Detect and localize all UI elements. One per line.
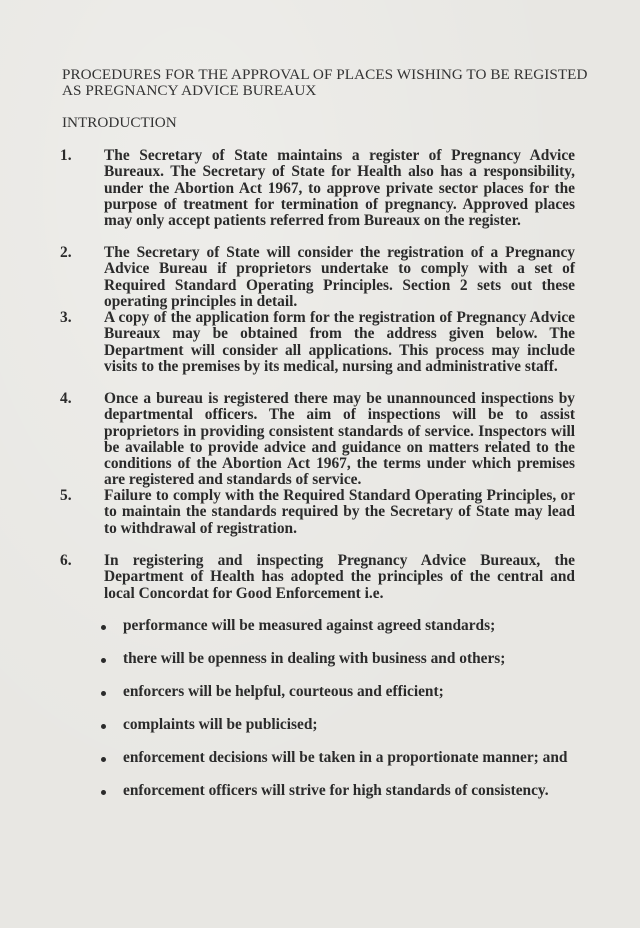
bullet-icon xyxy=(101,790,106,795)
list-item xyxy=(0,650,640,670)
list-item xyxy=(0,683,640,703)
list-item xyxy=(0,716,640,736)
paragraph-number: 6. xyxy=(60,552,72,569)
bullet-text: enforcement officers will strive for high standards of consistency. xyxy=(123,782,549,799)
bullet-icon xyxy=(101,691,106,696)
bullet-icon xyxy=(101,658,106,663)
paragraph-number: 2. xyxy=(60,244,72,261)
bullet-icon xyxy=(101,757,106,762)
bullet-text: enforcement decisions will be taken in a proportionate manner; and xyxy=(123,749,568,766)
paragraph-text: Failure to comply with the Required Standard Operating Principles, or to maintain the standards required by the Secretary of State may lead to withdrawal of registration. xyxy=(104,487,575,537)
list-item xyxy=(0,749,640,769)
paragraph-text: In registering and inspecting Pregnancy Advice Bureaux, the Department of Health has adopted the principles of the central and local Concordat for Good Enforcement i.e. xyxy=(104,552,575,602)
paragraph-number: 4. xyxy=(60,390,72,407)
bullet-text: there will be openness in dealing with business and others; xyxy=(123,650,506,667)
paragraph-number: 5. xyxy=(60,487,72,504)
bullet-text: performance will be measured against agreed standards; xyxy=(123,617,496,634)
paragraph-number: 1. xyxy=(60,147,72,164)
bullet-text: complaints will be publicised; xyxy=(123,716,318,733)
bullet-icon xyxy=(101,724,106,729)
bullet-text: enforcers will be helpful, courteous and efficient; xyxy=(123,683,444,700)
paragraph-text: The Secretary of State maintains a register of Pregnancy Advice Bureaux. The Secretary of State for Health also has a responsibility, under the Abortion Act 1967, to approve private sector places for the purpose of treatment for termination of pregnancy. Approved places may only accept patients referred from Bureaux on the register. xyxy=(104,147,575,230)
paragraph-text: The Secretary of State will consider the registration of a Pregnancy Advice Bureau if proprietors undertake to comply with a set of Required Standard Operating Principles. Section 2 sets out these operating principles in detail. xyxy=(104,244,575,310)
list-item xyxy=(0,782,640,802)
bullet-icon xyxy=(101,625,106,630)
document-title: PROCEDURES FOR THE APPROVAL OF PLACES WISHING TO BE REGISTED AS PREGNANCY ADVICE BUREAUX xyxy=(62,66,588,99)
paragraph-text: A copy of the application form for the registration of Pregnancy Advice Bureaux may be obtained from the address given below. The Department will consider all applications. This process may include visits to the premises by its medical, nursing and administrative staff. xyxy=(104,309,575,375)
paragraph-number: 3. xyxy=(60,309,72,326)
paragraph-text: Once a bureau is registered there may be unannounced inspections by departmental officers. The aim of inspections will be to assist proprietors in providing consistent standards of service. Inspectors will be available to provide advice and guidance on matters related to the conditions of the Abortion Act 1967, the terms under which premises are registered and standards of service. xyxy=(104,390,575,489)
section-heading: INTRODUCTION xyxy=(62,114,177,131)
list-item xyxy=(0,617,640,637)
